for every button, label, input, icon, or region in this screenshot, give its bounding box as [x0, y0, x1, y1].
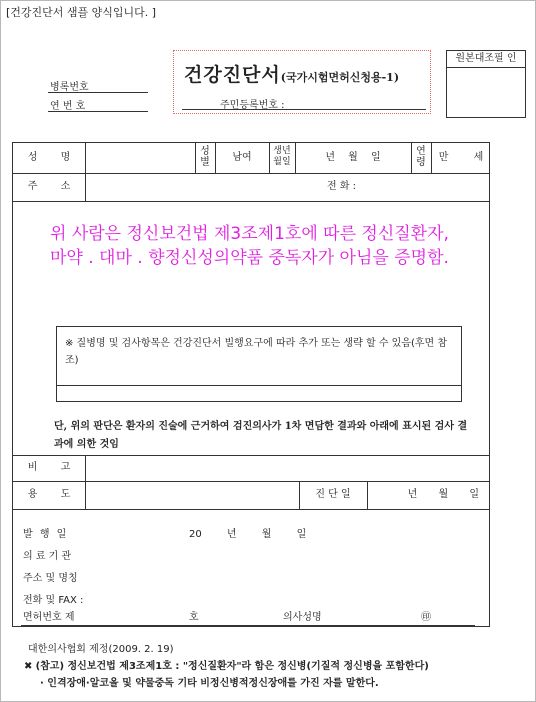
row-divider [13, 509, 489, 510]
birth-label: 생년월일 [273, 146, 291, 167]
name-label: 성 명 [27, 152, 71, 163]
reference-note [24, 657, 429, 672]
reference-text-2: · 인격장애·알코올 및 약물중독 기타 비정신병적정신장애를 가진 자를 말한다. [40, 678, 379, 689]
institution-address-label: 주소 및 명칭 [23, 573, 78, 584]
exam-date-value: 년 월 일 [407, 489, 479, 500]
reference-text: (참고) 정신보건법 제3조제1호 : "정신질환자"라 함은 정신병(기질적 정신병을 포함한다) [35, 661, 429, 672]
document-title [184, 60, 399, 87]
record-number-line [48, 92, 148, 93]
reference-note-2 [40, 674, 379, 689]
license-number-suffix: 호 [189, 612, 199, 623]
col-divider [85, 143, 86, 173]
doctor-name-label: 의사성명 [283, 612, 322, 623]
purpose-label: 용 도 [27, 489, 71, 500]
birth-date-value: 년 월 일 [325, 152, 381, 163]
issue-date-value: 20 년 월 일 [189, 529, 307, 540]
col-divider [85, 173, 86, 201]
row-divider [13, 201, 489, 202]
col-divider [269, 143, 270, 173]
sample-notice: [건강진단서 샘플 양식입니다. ] [6, 6, 157, 19]
enactment-note: 대한의사협회 제정(2009. 2. 19) [28, 644, 174, 655]
col-divider [411, 143, 412, 173]
serial-number-label: 연 번 호 [50, 101, 86, 112]
institution-phone-label: 전화 및 FAX : [23, 595, 84, 606]
title-main: 건강진단서 [184, 64, 281, 86]
stamp-box [446, 50, 526, 118]
col-divider [195, 143, 196, 173]
note-box [56, 326, 462, 402]
issue-date-label: 발 행 일 [23, 529, 69, 540]
sex-label: 성별 [200, 146, 210, 168]
note-box-divider [57, 385, 461, 386]
remarks-label: 비 고 [27, 462, 71, 473]
address-label: 주 소 [27, 181, 71, 192]
exam-date-label: 진 단 일 [315, 489, 351, 500]
note-text: ※ 질병명 및 검사항목은 건강진단서 빌행요구에 따라 추가 또는 생략 할 수 있음(후면 참조) [65, 338, 448, 366]
reference-marker: ✖ [24, 661, 33, 672]
serial-number-line [48, 111, 148, 112]
sex-value: 남여 [232, 152, 252, 163]
age-value: 만 세 [438, 152, 484, 163]
resident-number-line [182, 109, 426, 110]
record-number-label: 병록번호 [50, 82, 89, 93]
signature-line [21, 625, 475, 626]
resident-number-label: 주민등록번호 : [220, 100, 285, 111]
judgment-note: 단, 위의 판단은 환자의 진술에 근거하여 검진의사가 1차 면담한 결과와 아래에 표시된 검사 결과에 의한 것임 [54, 421, 468, 450]
seal-mark: ㊞ [421, 612, 431, 623]
institution-label: 의 료 기 관 [23, 551, 72, 562]
title-subtitle: (국가시험면허신청용-1) [280, 71, 400, 84]
col-divider [85, 455, 86, 509]
license-number-label: 면허번호 제 [23, 612, 75, 623]
stamp-label: 원본대조필 인 [447, 51, 525, 68]
certification-statement: 위 사람은 정신보건법 제3조제1호에 따른 정신질환자, 마약 . 대마 . 향정신성의약품 중독자가 아님을 증명함. [50, 224, 449, 268]
age-label: 연령 [416, 146, 426, 168]
phone-label: 전 화 : [327, 181, 357, 192]
